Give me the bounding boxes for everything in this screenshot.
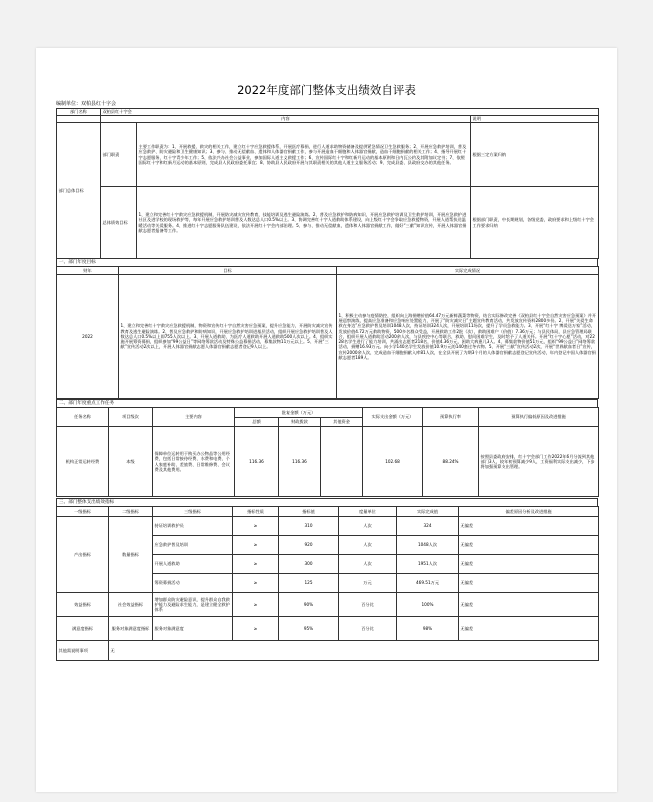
level3-indicator: 增加群众防灾避险意识，提升群众自我救护能力及避险求生能力，是建立健全救护体系 <box>153 593 233 617</box>
year-header: 财年 <box>57 267 119 275</box>
indicator-note: 无偏差 <box>459 555 599 574</box>
level2-indicator: 数量指标 <box>109 517 153 593</box>
level1-indicator: 满意度指标 <box>57 617 109 641</box>
indicator-unit: 人次 <box>339 517 397 536</box>
level3-indicator: 应急救护普及培训 <box>153 536 233 555</box>
approved-amount-header: 批复金额（万元） <box>235 408 363 418</box>
level3-indicator: 服务对象满意度 <box>153 617 233 641</box>
level1-indicator: 效益指标 <box>57 593 109 617</box>
indicator-nature: ≥ <box>233 593 279 617</box>
table-row <box>57 593 599 617</box>
indicator-actual: 324 <box>397 517 459 536</box>
content-header: 内容 <box>101 116 471 123</box>
goal-header: 目标 <box>119 267 337 275</box>
reason-header: 预算执行偏低原因及改进措施 <box>479 408 599 427</box>
level2-indicator: 服务对象满意度指标 <box>109 617 153 641</box>
indicator-unit: 人次 <box>339 536 397 555</box>
level3-indicator: 持证培训救护员 <box>153 517 233 536</box>
actual-header: 实际完成情况 <box>337 267 599 275</box>
duty-text: 主要工作职责为：1、开展救援、救灾的相关工作，建立红十字应急救援体系，开展医疗募捐，进行人道求助物资储备及提供紧急情况卫生急救服务；2、开展应急救护培训，普及应急救护、防灾避险和卫生健康知识；3、参与、推动无偿献血、遗体和人体器官捐献工作，参与开展造血干细胞和人体器官捐献，造血干细胞捐献的相关工作；4、指导开展红十字志愿服务，红十字青少年工作；5、依法兴办社会公益事业，参加国际人道主义救援工作；6、宣传国际红十字和红新月运动的基本原则和日内瓦公约及其附加议定书；7、依照国际红十字和红新月运动的基本原则，完成县人民政府委托事宜；8、协助县人民政府开展与其职责相关的其他人道主义服务活动；9、完成县委、县政府交办的其他任务。 <box>137 123 471 187</box>
section-2-title: 二、部门年度重点工作任务 <box>56 399 598 407</box>
indicator-nature: ≥ <box>233 517 279 536</box>
section-1-title: 一、部门年度目标 <box>56 258 598 266</box>
level1-indicator: 产出指标 <box>57 517 109 593</box>
document-title: 2022年度部门整体支出绩效自评表 <box>237 83 416 97</box>
execution-rate: 88.24% <box>423 427 479 497</box>
indicator-unit: 人次 <box>339 555 397 574</box>
indicator-value: 300 <box>279 555 339 574</box>
duty-label: 部门职责 <box>101 123 137 187</box>
execution-reason: 按照县委政府安排，红十字会部门工作2022年6月分流到其他部门3人，较年初预算减少9人，工资福利实际支出减少，下步将加强预算支出管理。 <box>479 427 599 497</box>
indicator-actual: 1951人次 <box>397 555 459 574</box>
indicator-unit: 百分比 <box>339 593 397 617</box>
indicator-unit: 万元 <box>339 574 397 593</box>
indicator-note: 无偏差 <box>459 536 599 555</box>
table-row <box>57 617 599 641</box>
indicator-note: 无偏差 <box>459 593 599 617</box>
section-3-title: 三、部门整体支出绩效指标 <box>56 498 598 506</box>
indicator-actual: 98% <box>397 617 459 641</box>
indicator-nature: ≥ <box>233 555 279 574</box>
overall-goal-label: 部门总体目标 <box>57 123 101 259</box>
note-header: 说明 <box>471 116 599 123</box>
task-content: 保障单位运转用于购买办公物品等公用经费，包括日常接待经费、水费和电费、个人家庭补助、差旅费、日常维修费、会议费及其他费用。 <box>153 427 235 497</box>
other-matters-label: 其他需说明事项 <box>57 641 109 661</box>
indicator-header: 二级指标 <box>109 507 153 517</box>
indicator-unit: 百分比 <box>339 617 397 641</box>
goals-table <box>56 108 599 259</box>
indicator-note: 无偏差 <box>459 517 599 536</box>
execution-rate-header: 预算执行率 <box>423 408 479 427</box>
task-name-header: 任务名称 <box>57 408 109 427</box>
indicator-actual: 469.51万元 <box>397 574 459 593</box>
indicator-nature: ≥ <box>233 536 279 555</box>
main-content-header: 主要内容 <box>153 408 235 427</box>
total-header: 总额 <box>235 418 279 427</box>
fiscal-header: 财政拨款 <box>279 418 321 427</box>
annual-goal-text: 1、建立和完善红十字救灾应急救援机制，物资和宣传红十字自然灾害应急预案，提升应急能力，开展防灾减灾宣传教育及逃生避险演练。2、普及应急救护和防病知识，开展应急救护培训进基层活动，组织开展应急救护培训普及人数达总人口0.5%以上即755人次以上。3、开展人道救助，为医疗人道救助开展人道救助500人次以上。4、组织实施开展筹资募捐，组织参加“99公益日”等网络筹款活动及特殊公益募捐活动，募集款物11万元以上。5、开展“三献”宣传活动2次以上，开展人体器官捐献志愿人体器官捐献志愿者登记9人以上。 <box>119 275 337 399</box>
actual-expense: 102.68 <box>363 427 423 497</box>
key-tasks-table <box>56 407 599 497</box>
budget-other <box>321 427 363 497</box>
indicator-header: 指标值 <box>279 507 339 517</box>
indicator-note: 无偏差 <box>459 617 599 641</box>
indicator-header: 实际完成值 <box>397 507 459 517</box>
indicator-nature: ≥ <box>233 617 279 641</box>
indicator-value: 920 <box>279 536 339 555</box>
annual-goals-table <box>56 266 599 399</box>
indicator-actual: 1048人次 <box>397 536 459 555</box>
perf-goal-label: 总体绩效目标 <box>101 187 137 259</box>
dept-name-label: 部门名称 <box>57 109 101 116</box>
other-matters-value: 无 <box>109 641 599 661</box>
indicator-header: 指标性质 <box>233 507 279 517</box>
indicator-note: 无偏差 <box>459 574 599 593</box>
indicator-header: 三级指标 <box>153 507 233 517</box>
indicator-header: 度量单位 <box>339 507 397 517</box>
indicators-table <box>56 506 599 661</box>
duty-note: 根据三定方案归纳 <box>471 123 599 187</box>
annual-actual-text: 1、积极主动参与疫情防控，组织向上海捐赠价值64.47万元新鲜蔬菜等物资，结合实际修改完善《双柏县红十字会自然灾害应急预案》并开展巡察演练，提高应急准备和应急响应处置能力，开展了“防灾减灾日”主题宣传教育活动，共发放宣传资料2800多份。2、开展“关爱生命 救在身边”应急救护普及培训1048人次，持证培训324人次，开展培训11场次，提升了学员急救能力。3、开展“红十字 博爱送万家”活动，发放价值4.72万元救助物资，500多名群众受益，开展救助工作2批（次），救助困难户（价值）7.36万元；与县民体局，县应急管理局联合，组织开展人道救助活动200余人次，与县疾控中心等联合，救助、慰问困难学生，及时给予了人道关怀。开展“红十字心愿”活动，对2228名学生进行了能力培训，共涌出志愿者218名，价值4.36万元，困助大病患儿3人。4、募集款物价值51万元，组织“99公益日”网络筹款活动，捐赠16.93万元。向小学140名学生发放价值10.9万元的140套过冬衣物。5、开展“三献”宣传活动2次，开展“世界献血者日”宣传，宣传2000余人次，完成造血干细胞捐献入库81人次，在全县开展了为期3个月的人体器官捐献志愿登记宣传活动，年内登记中国人体器官捐献志愿者189人。 <box>337 275 599 399</box>
indicator-value: 125 <box>279 574 339 593</box>
level3-indicator: 筹资募捐活动 <box>153 574 233 593</box>
indicator-actual: 100% <box>397 593 459 617</box>
perf-goal-note: 根据部门职责，中长期规划，各级党委，政府要求和上级红十字会工作要求归纳 <box>471 187 599 259</box>
indicator-header: 一级指标 <box>57 507 109 517</box>
compiling-unit: 编制单位：双柏县红十字会 <box>56 101 117 107</box>
indicator-nature: ≥ <box>233 574 279 593</box>
document-page <box>36 48 617 792</box>
perf-goal-text: 1、建立和完善红十字救灾应急救援机制，开展防灾减灾宣传教育，技能培训及逃生避险演练。2、普及应急救护和防病知识，开展应急救护培训及卫生救护培训，开展应急救护进社区及进学校的现场救护等，每年开展应急救护培训普及人数达总人口0.5%以上。3、协调完善红十字人道救助体系建设，向上级红十字会争取应急救援物资，开展人道帮扶送温暖活动等关爱服务。4、推进红十字志愿服务队伍建设，依法开展红十字会内部治理。5、参与、推动无偿献血，遗体和人体器官捐献工作，做好“三献”知识宣传，开展人体器官捐献志愿者报备等工作。 <box>137 187 471 259</box>
dept-name-value: 双柏县红十字会 <box>101 109 599 116</box>
table-row <box>57 517 599 536</box>
project-level: 本级 <box>109 427 153 497</box>
indicator-value: 95% <box>279 617 339 641</box>
other-funds-header: 其他资金 <box>321 418 363 427</box>
indicator-value: 310 <box>279 517 339 536</box>
level2-indicator: 社会效益指标 <box>109 593 153 617</box>
indicator-header: 偏差原因分析及改进措施 <box>459 507 599 517</box>
task-name: 机构正常运转经费 <box>57 427 109 497</box>
budget-total: 116.36 <box>235 427 279 497</box>
fiscal-year: 2022 <box>57 275 119 399</box>
level3-indicator: 开展人道救助 <box>153 555 233 574</box>
project-level-header: 项目级次 <box>109 408 153 427</box>
budget-fiscal: 116.36 <box>279 427 321 497</box>
indicator-value: 90% <box>279 593 339 617</box>
actual-expense-header: 实际支出金额（万元） <box>363 408 423 427</box>
